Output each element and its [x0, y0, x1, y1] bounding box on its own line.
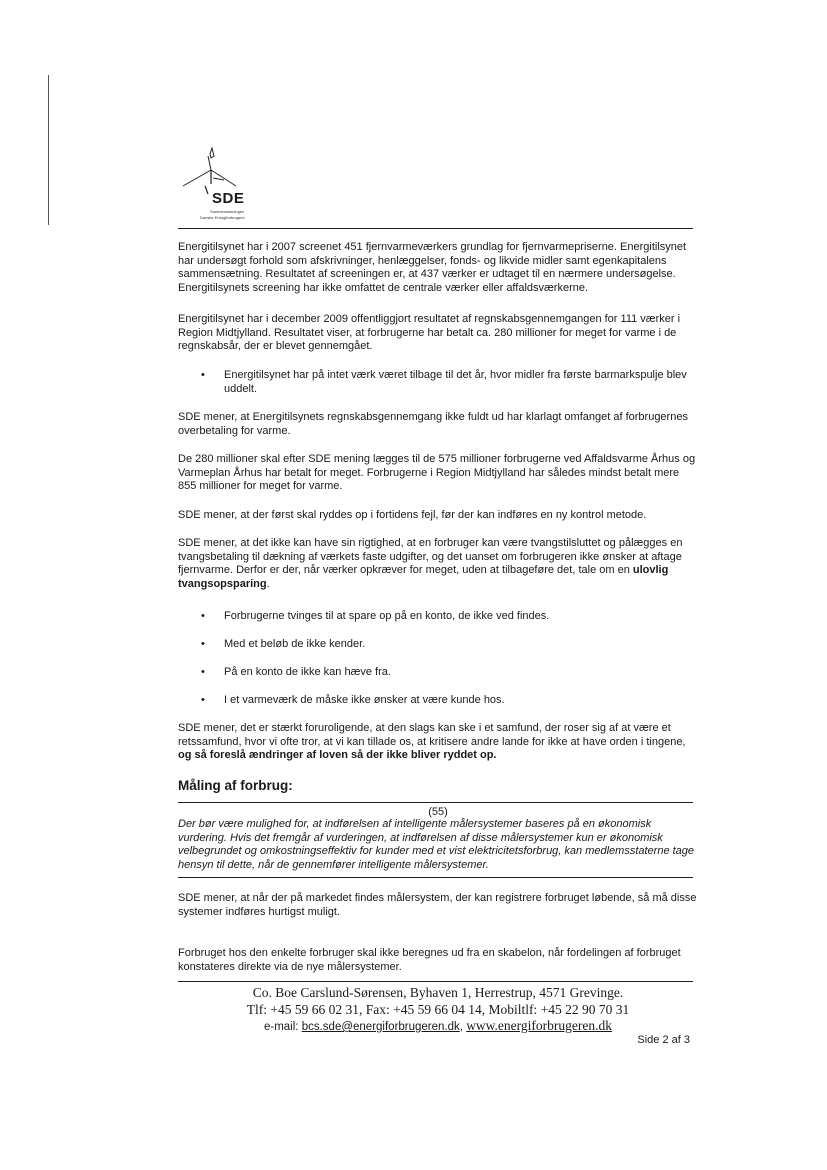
footer-phone: Tlf: +45 59 66 02 31, Fax: +45 59 66 04 14, Mobiltlf: +45 22 90 70 31 — [246, 1002, 630, 1017]
bullet-text: I et varmeværk de måske ikke ønsker at være kunde hos. — [224, 694, 505, 706]
bullet-text: Forbrugerne tvinges til at spare op på en konto, de ikke ved findes. — [224, 610, 550, 622]
paragraph-8: SDE mener, at når der på markedet findes målersystem, der kan registrere forbruget løbende, så må disse systemer indføres hurtigst muligt. — [178, 892, 697, 918]
email-link[interactable]: bcs.sde@energiforbrugeren.dk — [301, 1021, 460, 1033]
quote-bottom-rule — [178, 877, 693, 878]
quote-number: (55) — [428, 806, 448, 818]
margin-line — [48, 75, 49, 225]
paragraph-4: De 280 millioner skal efter SDE mening lægges til de 575 millioner forbrugerne ved Affaldsvarme Århus og Varmeplan Århus har betalt for meget. Forbrugerne i Region Midtjylland har således mindst betalt mere 855 millioner for meget for varme. — [178, 453, 696, 493]
email-label: e-mail: — [263, 1021, 299, 1033]
bullet-dot: • — [201, 638, 205, 650]
paragraph-7 — [178, 722, 698, 763]
logo-subtitle-2: Danske Energiforbrugere — [200, 215, 245, 220]
bullet-dot: • — [201, 610, 205, 622]
paragraph-6-end: . — [266, 577, 270, 590]
footer-rule — [178, 981, 693, 982]
paragraph-6-text: SDE mener, at det ikke kan have sin rigtighed, at en forbruger kan være tvangstilsluttet og pålægges en tvangsbetaling til dækning af værkets faste udgifter, og det uanset om forbrugeren ikke ønsker at aftage fjernvarme. Derfor er der, når værker opkræver for meget, uden at tilbageføre det, tale om en — [178, 537, 683, 577]
bullet-dot: • — [201, 694, 205, 706]
footer-address: Co. Boe Carslund-Sørensen, Byhaven 1, Herrestrup, 4571 Grevinge. — [252, 985, 624, 1000]
paragraph-6-bold: ulovlig tvangsopsparing — [178, 564, 669, 590]
paragraph-1: Energitilsynet har i 2007 screenet 451 fjernvarmeværkers grundlag for fjernvarmepriserne. Energitilsynet har undersøgt forhold som afskrivninger, henlæggelser, fonds- og likvide midler samt egenkapitalens sammensætning. Resultatet af screeningen er, at 437 værker er udtaget til en nærmere undersøgelse. Energitilsynets screening har ikke omfattet de centrale værker eller affaldsværkerne. — [178, 241, 687, 294]
paragraph-5: SDE mener, at der først skal ryddes op i fortidens fejl, før der kan indføres en ny kontrol metode. — [178, 509, 647, 521]
logo-name: SDE — [212, 190, 245, 207]
bullet-text: Med et beløb de ikke kender. — [224, 638, 366, 650]
wind-turbine-icon — [178, 146, 248, 196]
bullet-dot: • — [201, 369, 205, 381]
quote-text: Der bør være mulighed for, at indførelsen af intelligente målersystemer baseres på en økonomisk vurdering. Hvis det fremgår af vurderingen, at indførelsen af disse målersystemer kun er økonomisk velbegrundet og omkostningseffektiv for kunder med et vist elektricitetsforbrug, kan medlemsstaterne tage hensyn til dette, når de gennemfører intelligente målersystemer. — [178, 818, 695, 871]
sde-logo — [178, 146, 288, 230]
paragraph-6 — [178, 537, 698, 591]
paragraph-7-text: SDE mener, det er stærkt foruroligende, at den slags kan ske i et samfund, der roser sig af at være et retssamfund, hvor vi ofte tror, at vi kan tillade os, at kritisere andre lande for ikke at have orden i tingene, — [178, 722, 686, 748]
bullet-dot: • — [201, 666, 205, 678]
paragraph-3: SDE mener, at Energitilsynets regnskabsgennemgang ikke fuldt ud har klarlagt omfanget af forbrugernes overbetaling for varme. — [178, 411, 688, 437]
paragraph-9: Forbruget hos den enkelte forbruger skal ikke beregnes ud fra en skabelon, når fordelingen af forbruget konstateres direkte via de nye målersystemer. — [178, 947, 681, 973]
email-separator: , — [459, 1021, 463, 1033]
website-link[interactable]: www.energiforbrugeren.dk — [466, 1018, 613, 1033]
logo-subtitle-1: Sammenslutningen — [210, 209, 245, 214]
page-number: Side 2 af 3 — [637, 1034, 690, 1046]
section-heading: Måling af forbrug: — [178, 778, 293, 793]
paragraph-2: Energitilsynet har i december 2009 offentliggjort resultatet af regnskabsgennemgangen for 111 værker i Region Midtjylland. Resultatet viser, at forbrugerne har betalt ca. 280 millioner for meget for varme i de regnskabsår, der er blevet gennemgået. — [178, 313, 681, 353]
bullet-text: På en konto de ikke kan hæve fra. — [224, 666, 391, 678]
footer-contact — [178, 1018, 698, 1034]
bullet-text: Energitilsynet har på intet værk været tilbage til det år, hvor midler fra første barmarkspulje blev uddelt. — [224, 369, 687, 395]
header-rule — [178, 228, 693, 229]
quote-top-rule — [178, 802, 693, 803]
paragraph-7-bold: og så foreslå ændringer af loven så der ikke bliver ryddet op. — [178, 749, 497, 762]
